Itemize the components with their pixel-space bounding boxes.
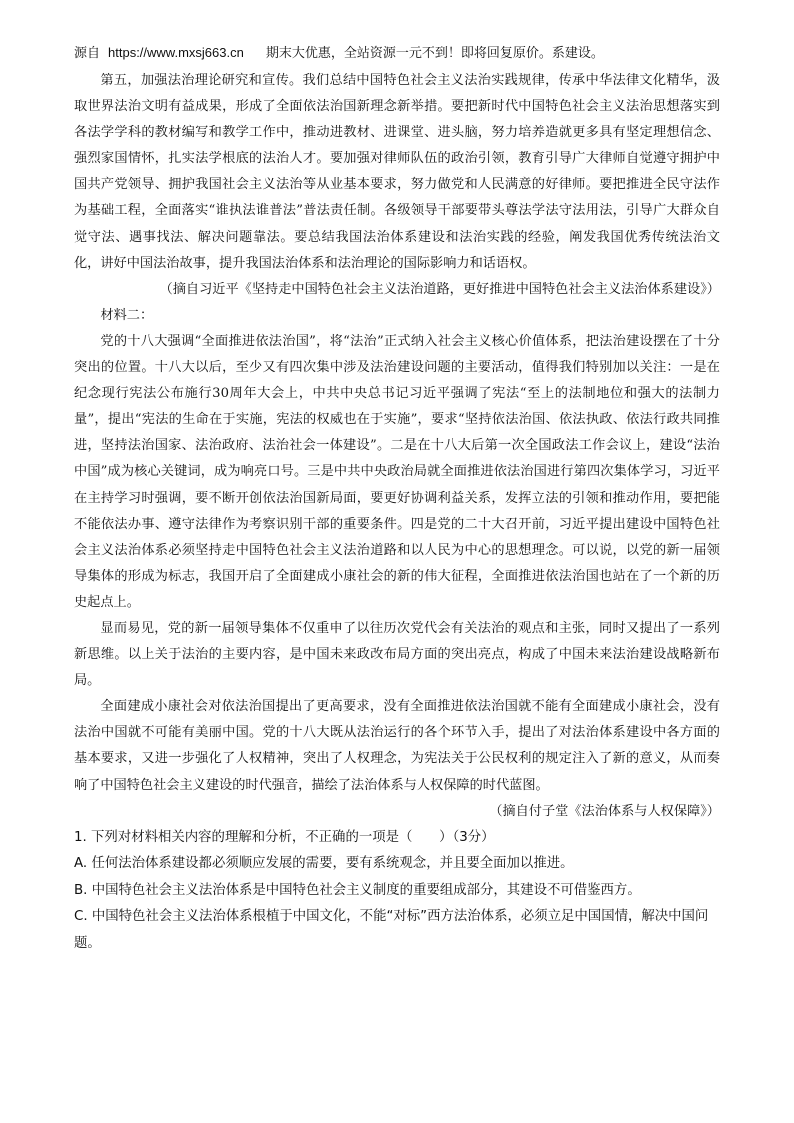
material1-paragraph-5: 第五，加强法治理论研究和宣传。我们总结中国特色社会主义法治实践规律，传承中华法律文化精华，汲取世界法治文明有益成果，形成了全面依法治国新理念新举措。要把新时代中国特色社会主义法治思想落实到各法学学科的教材编写和教学工作中，推动进教材、进课堂、进头脑，努力培养造就更多具有坚定理想信念、强烈家国情怀，扎实法学根底的法治人才。要加强对律师队伍的政治引领，教育引导广大律师自觉遵守拥护中国共产党领导、拥护我国社会主义法治等从业基本要求，努力做党和人民满意的好律师。要把推进全民守法作为基础工程，全面落实“谁执法谁普法”普法责任制。各级领导干部要带头尊法学法守法用法，引导广大群众自觉守法、遇事找法、解决问题靠法。要总结我国法治体系建设和法治实践的经验，阐发我国优秀传统法治文化，讲好中国法治故事，提升我国法治体系和法治理论的国际影响力和话语权。	[74, 73, 720, 271]
material2-paragraph-2: 显而易见，党的新一届领导集体不仅重申了以往历次党代会有关法治的观点和主张，同时又提出了一系列新思维。以上关于法治的主要内容，是中国未来政改布局方面的突出亮点，构成了中国未来法治建设战略新布局。	[74, 620, 720, 689]
page-header	[74, 42, 720, 65]
header-promo-text: 期末大优惠，全站资源一元不到！即将回复原价。系建设。	[265, 46, 604, 61]
material2-label: 材料二：	[100, 307, 154, 323]
header-url-link[interactable]: https://www.mxsj663.cn	[108, 45, 244, 60]
header-prefix: 源自	[74, 46, 101, 61]
question-1-option-c: C. 中国特色社会主义法治体系根植于中国文化，不能“对标”西方法治体系，必须立足中国国情，解决中国问题。	[74, 909, 709, 951]
material2-paragraph-3: 全面建成小康社会对依法治国提出了更高要求，没有全面推进依法治国就不能有全面建成小康社会，没有法治中国就不可能有美丽中国。党的十八大既从法治运行的各个环节入手，提出了对法治体系建设中各方面的基本要求，又进一步强化了人权精神，突出了人权理念，为宪法关于公民权利的规定注入了新的意义，从而奏响了中国特色社会主义建设的时代强音，描绘了法治体系与人权保障的时代蓝图。	[74, 699, 720, 793]
material1-source: （摘自习近平《坚持走中国特色社会主义法治道路，更好推进中国特色社会主义法治体系建设》）	[159, 281, 720, 297]
question-1-option-b: B. 中国特色社会主义法治体系是中国特色社会主义制度的重要组成部分，其建设不可借鉴西方。	[74, 882, 641, 898]
question-1-stem: 1. 下列对材料相关内容的理解和分析，不正确的一项是（ ）（3分）	[74, 829, 495, 845]
material2-paragraph-1: 党的十八大强调“全面推进依法治国”，将“法治”正式纳入社会主义核心价值体系，把法治建设摆在了十分突出的位置。十八大以后，至少又有四次集中涉及法治建设问题的主要活动，值得我们特别加以关注：一是在纪念现行宪法公布施行30周年大会上，中共中央总书记习近平强调了宪法“至上的法制地位和强大的法制力量”，提出“宪法的生命在于实施，宪法的权威也在于实施”，要求“坚持依法治国、依法执政、依法行政共同推进，坚持法治国家、法治政府、法治社会一体建设”。二是在十八大后第一次全国政法工作会议上，建设“法治中国”成为核心关键词，成为响亮口号。三是中共中央政治局就全面推进依法治国进行第四次集体学习，习近平在主持学习时强调，要不断开创依法治国新局面，要更好协调利益关系，发挥立法的引领和推动作用，要把能不能依法办事、遵守法律作为考察识别干部的重要条件。四是党的二十大召开前，习近平提出建设中国特色社会主义法治体系必须坚持走中国特色社会主义法治道路和以人民为中心的思想理念。可以说，以党的新一届领导集体的形成为标志，我国开启了全面建成小康社会的新的伟大征程，全面推进依法治国也站在了一个新的历史起点上。	[74, 333, 720, 610]
question-1-option-a: A. 任何法治体系建设都必须顺应发展的需要，要有系统观念，并且要全面加以推进。	[74, 856, 574, 872]
material2-source: （摘自付子堂《法治体系与人权保障》）	[489, 803, 720, 819]
